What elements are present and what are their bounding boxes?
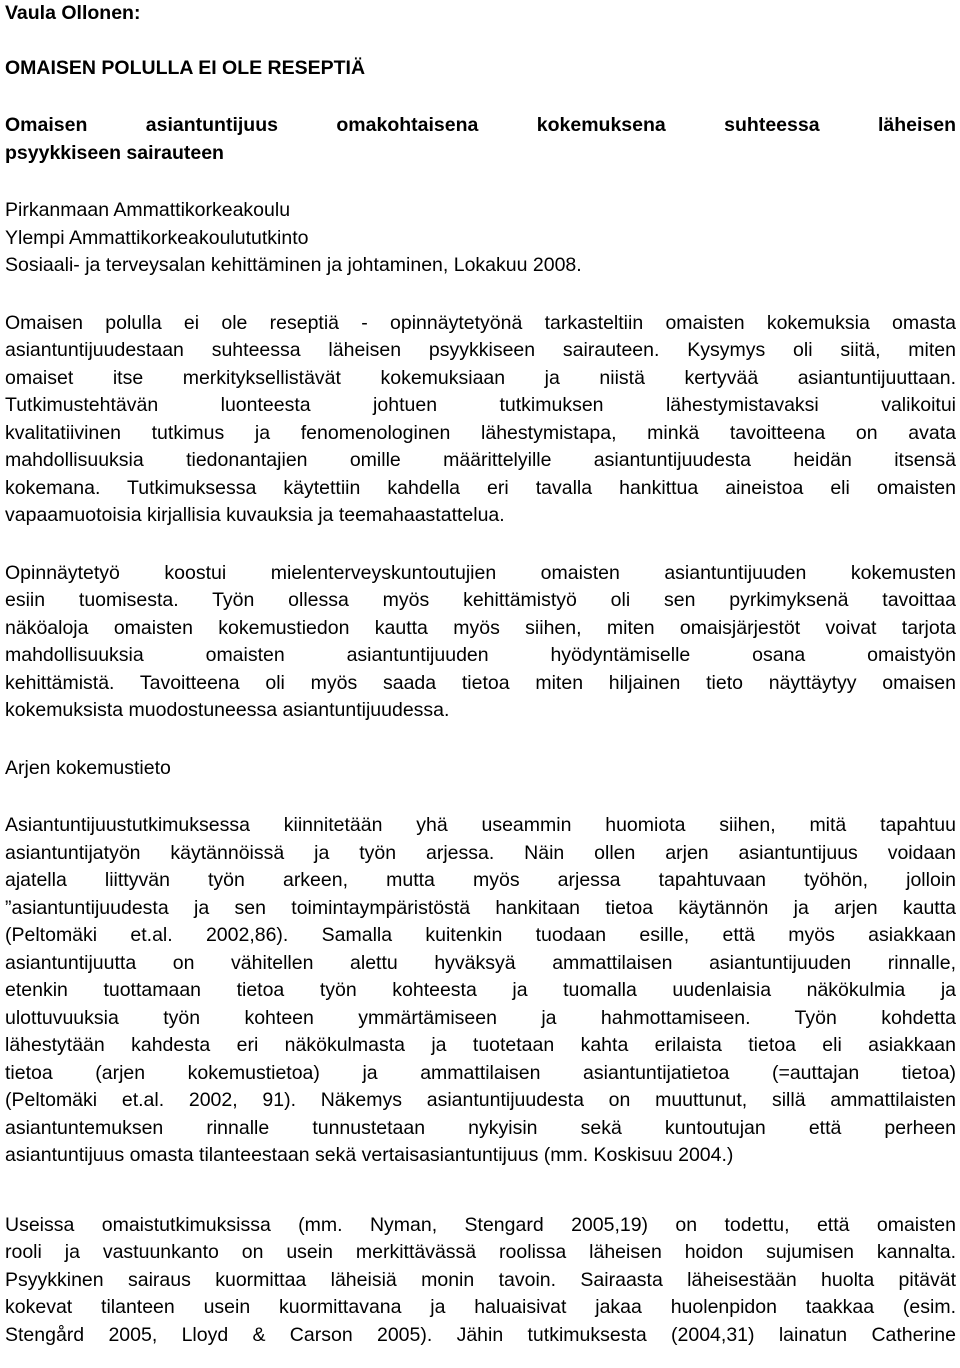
text-line: kokemana. Tutkimuksessa käytettiin kahdella eri tavalla hankittua aineistoa eli omaisten bbox=[5, 476, 956, 499]
text-line: asiantuntijuus omasta tilanteestaan sekä vertaisasiantuntijuus (mm. Koskisuu 2004.) bbox=[5, 1144, 734, 1166]
text-line: ”asiantuntijuudesta ja sen toimintaympäristöstä hankitaan tietoa käytännön ja arjen kautta bbox=[5, 896, 956, 919]
text-line: ulottuvuuksia työn kohteen ymmärtämiseen ja hahmottamiseen. Työn kohdetta bbox=[5, 1006, 956, 1029]
subtitle-line: Omaisen asiantuntijuus omakohtaisena kokemuksena suhteessa läheisen bbox=[5, 114, 956, 136]
text-line: kokevat tilanteen usein kuormittavana ja haluaisivat jakaa huolenpidon taakkaa (esim. bbox=[5, 1296, 956, 1318]
text-line: omaiset itse merkityksellistävät kokemuksiaan ja niistä kertyvää asiantuntijuuttaan. bbox=[5, 366, 956, 389]
text-line: Useissa omaistutkimuksissa (mm. Nyman, Stengard 2005,19) on todettu, että omaisten bbox=[5, 1213, 956, 1236]
subtitle-line: psyykkiseen sairauteen bbox=[5, 141, 224, 164]
text-line: kehittämistä. Tavoitteena oli myös saada tietoa miten hiljainen tieto näyttäytyy omaisen bbox=[5, 671, 956, 694]
text-line: mahdollisuuksia omaisten asiantuntijuuden hyödyntämiselle osana omaistyön bbox=[5, 644, 956, 666]
text-line: ajatella liittyvän työn arkeen, mutta myös arjessa tapahtuvaan työhön, jolloin bbox=[5, 869, 956, 891]
text-line: asiantuntijuudestaan suhteessa läheisen psyykkiseen sairauteen. Kysymys oli siitä, miten bbox=[5, 339, 956, 361]
text-line: Tutkimustehtävän luonteesta johtuen tutkimuksen lähestymistavaksi valikoitui bbox=[5, 394, 956, 416]
institution-line: Pirkanmaan Ammattikorkeakoulu bbox=[5, 199, 291, 221]
abstract-paragraph-1 bbox=[5, 310, 956, 530]
degree-line: Ylempi Ammattikorkeakoulututkinto bbox=[5, 226, 309, 249]
text-line: etenkin tuottamaan tietoa työn kohteesta ja tuomalla uudenlaisia näkökulmia ja bbox=[5, 979, 956, 1001]
text-line: vapaamuotoisia kirjallisia kuvauksia ja teemahaastattelua. bbox=[5, 504, 505, 526]
text-line: rooli ja vastuunkanto on usein merkittävässä roolissa läheisen hoidon sujumisen kannalta. bbox=[5, 1241, 956, 1263]
text-line: Opinnäytetyö koostui mielenterveyskuntoutujien omaisten asiantuntijuuden kokemusten bbox=[5, 561, 956, 584]
section-paragraph-1 bbox=[5, 812, 956, 1170]
text-line: Omaisen polulla ei ole reseptiä - opinnäytetyönä tarkasteltiin omaisten kokemuksia omasta bbox=[5, 311, 956, 334]
text-line: (Peltomäki et.al. 2002, 91). Näkemys asiantuntijuudesta on muuttunut, sillä ammattilaisten bbox=[5, 1089, 956, 1111]
text-line: mahdollisuuksia tiedonantajien omille määrittelyille asiantuntijuudesta heidän itsensä bbox=[5, 449, 956, 471]
text-line: (Peltomäki et.al. 2002,86). Samalla kuitenkin tuodaan esille, että myös asiakkaan bbox=[5, 924, 956, 946]
text-line: tietoa (arjen kokemustietoa) ja ammattilaisen asiantuntijatietoa (=auttajan tietoa) bbox=[5, 1061, 956, 1084]
text-line: Psyykkinen sairaus kuormittaa läheisiä monin tavoin. Sairaasta läheisestään huolta pitävät bbox=[5, 1268, 956, 1291]
text-line: lähestytään kahdesta eri näkökulmasta ja tuotetaan kahta erilaista tietoa eli asiakkaan bbox=[5, 1034, 956, 1056]
section-paragraph-2 bbox=[5, 1212, 956, 1350]
document-page bbox=[5, 0, 956, 1349]
author-name: Vaula Ollonen: bbox=[5, 2, 141, 24]
text-line: asiantuntijuutta on vähitellen alettu hyväksyä ammattilaisen asiantuntijuuden rinnalle, bbox=[5, 951, 956, 974]
section-heading: Arjen kokemustieto bbox=[5, 756, 171, 779]
text-line: asiantuntemuksen rinnalle tunnustetaan nykyisin sekä kuntoutujan että perheen bbox=[5, 1116, 956, 1139]
text-line: kvalitatiivinen tutkimus ja fenomenologinen lähestymistapa, minkä tavoitteena on avata bbox=[5, 421, 956, 444]
text-line: asiantuntijatyön käytännöissä ja työn arjessa. Näin ollen arjen asiantuntijuus voidaan bbox=[5, 841, 956, 864]
text-line: Stengård 2005, Lloyd & Carson 2005). Jähin tutkimuksesta (2004,31) lainatun Catherine bbox=[5, 1323, 956, 1346]
document-title: OMAISEN POLULLA EI OLE RESEPTIÄ bbox=[5, 56, 366, 79]
text-line: esiin tuomisesta. Työn ollessa myös kehittämistyö oli sen pyrkimyksenä tavoittaa bbox=[5, 589, 956, 611]
text-line: Asiantuntijuustutkimuksessa kiinnitetään yhä useammin huomiota siihen, mitä tapahtuu bbox=[5, 814, 956, 836]
program-date-line: Sosiaali- ja terveysalan kehittäminen ja johtaminen, Lokakuu 2008. bbox=[5, 254, 582, 276]
text-line: kokemuksista muodostuneessa asiantuntijuudessa. bbox=[5, 699, 450, 721]
text-line: näköaloja omaisten kokemustiedon kautta myös siihen, miten omaisjärjestöt voivat tarjota bbox=[5, 616, 956, 639]
abstract-paragraph-2 bbox=[5, 560, 956, 725]
